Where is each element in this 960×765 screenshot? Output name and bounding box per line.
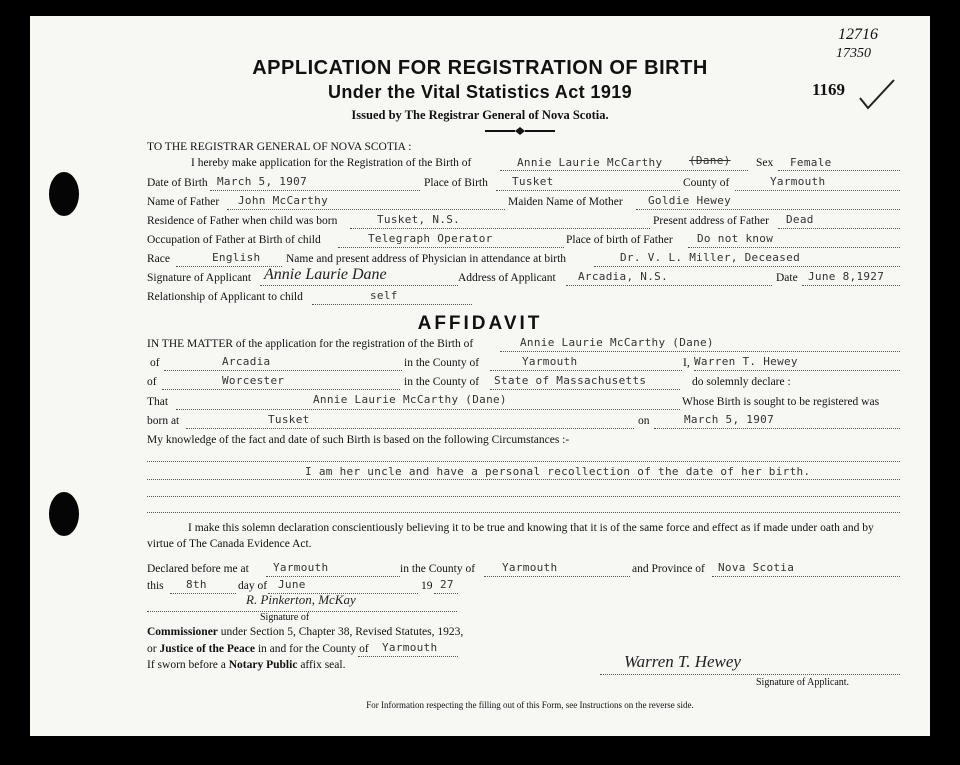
dotted-line [434, 593, 458, 594]
dotted-line [210, 190, 420, 191]
declarant-signature: Warren T. Hewey [624, 652, 741, 671]
declared-county-label: in the County of [400, 563, 476, 575]
knowledge-label: My knowledge of the fact and date of such Birth is based on the following Circumstances :- [147, 434, 570, 446]
dotted-line [566, 285, 772, 286]
dotted-line [490, 389, 680, 390]
dotted-line [712, 576, 900, 577]
jp-bold: Justice of the Peace [159, 643, 255, 655]
signature-of-label: Signature of [260, 612, 310, 623]
dotted-line [735, 190, 900, 191]
this-label: this [147, 580, 164, 592]
punch-hole [49, 172, 79, 216]
notary-prefix: If sworn before a [147, 659, 226, 671]
month-value: June [278, 578, 306, 591]
born-at-label: born at [147, 415, 180, 427]
jp-line [147, 643, 369, 655]
dob-value: March 5, 1907 [217, 175, 307, 188]
that-name: Annie Laurie McCarthy (Dane) [313, 393, 507, 406]
year-suffix: 27 [440, 578, 454, 591]
day-value: 8th [186, 578, 207, 591]
declare-label: do solemnly declare : [692, 376, 791, 388]
present-address-label: Present address of Father [653, 215, 769, 227]
race-label: Race [147, 253, 170, 265]
form-number: 1169 [812, 80, 846, 99]
born-at-value: Tusket [268, 413, 310, 426]
dotted-line [778, 170, 900, 171]
of-label: of [147, 376, 157, 388]
relationship-value: self [370, 289, 398, 302]
matter-name: Annie Laurie McCarthy (Dane) [520, 336, 714, 349]
dotted-line [227, 209, 505, 210]
intro-label: I hereby make application for the Registration of the Birth of [191, 157, 472, 169]
of-label: of [150, 357, 160, 369]
jp-rest: in and for the County of [257, 643, 369, 655]
in-county-value: Yarmouth [522, 355, 578, 368]
dotted-line [147, 496, 900, 497]
in-county-label: in the County of [404, 357, 480, 369]
dotted-line [778, 228, 900, 229]
commissioner-signature: R. Pinkerton, McKay [246, 592, 356, 607]
of-place: Arcadia [222, 355, 271, 368]
applicant-address-value: Arcadia, N.S. [578, 270, 668, 283]
date-label: Date [776, 272, 798, 284]
dotted-line [500, 170, 748, 171]
residence-label: Residence of Father when child was born [147, 215, 338, 227]
born-on-value: March 5, 1907 [684, 413, 774, 426]
residence-value: Tusket, N.S. [377, 213, 461, 226]
jp-county-value: Yarmouth [382, 641, 438, 654]
commissioner-line [147, 626, 463, 638]
dotted-line [147, 461, 900, 462]
footer-note: For Information respecting the filling out of this Form, see Instructions on the reverse side. [366, 700, 694, 710]
date-value: June 8,1927 [808, 270, 885, 283]
dotted-line [654, 428, 900, 429]
occupation-label: Occupation of Father at Birth of child [147, 234, 321, 246]
day-of-label: day of [238, 580, 268, 592]
dotted-line [594, 266, 900, 267]
dotted-line [162, 389, 400, 390]
affidavit-heading: AFFIDAVIT [417, 313, 543, 334]
province-label: and Province of [632, 563, 705, 575]
dotted-line [350, 228, 650, 229]
physician-label: Name and present address of Physician in attendance at birth [286, 253, 567, 265]
dotted-line [338, 247, 564, 248]
relationship-label: Relationship of Applicant to child [147, 291, 303, 303]
that-label: That [147, 396, 169, 408]
whose-label: Whose Birth is sought to be registered was [682, 396, 880, 408]
occupation-value: Telegraph Operator [368, 232, 493, 245]
sex-label: Sex [756, 157, 774, 169]
commissioner-rest: under Section 5, Chapter 38, Revised Statutes, 1923, [220, 626, 464, 638]
dotted-line [490, 370, 682, 371]
solemn-declaration: I make this solemn declaration conscientiously believing it to be true and knowing that it is of the same force and effect as if made under oath and by [188, 522, 874, 534]
dotted-line [694, 370, 900, 371]
circumstance-text: I am her uncle and have a personal recollection of the date of her birth. [305, 465, 811, 478]
of-place-2: Worcester [222, 374, 285, 387]
in-county-value-2: State of Massachusetts [494, 374, 647, 387]
father-label: Name of Father [147, 196, 220, 208]
dotted-line [802, 285, 900, 286]
signature-label: Signature of Applicant [147, 272, 252, 284]
dotted-line [600, 674, 900, 675]
dotted-line [260, 285, 458, 286]
province-value: Nova Scotia [718, 561, 795, 574]
dotted-line [484, 576, 630, 577]
dotted-line [266, 576, 400, 577]
declared-county-value: Yarmouth [502, 561, 558, 574]
father-birthplace-label: Place of birth of Father [566, 234, 673, 246]
county-label: County of [683, 177, 730, 189]
dotted-line [636, 209, 900, 210]
form-subtitle: Under the Vital Statistics Act 1919 [327, 82, 633, 102]
father-birthplace-value: Do not know [697, 232, 774, 245]
father-value: John McCarthy [238, 194, 328, 207]
matter-label: IN THE MATTER of the application for the registration of the Birth of [147, 338, 474, 350]
place-label: Place of Birth [424, 177, 488, 189]
year-prefix: 19 [421, 580, 433, 592]
dotted-line [147, 479, 900, 480]
child-name: Annie Laurie McCarthy [517, 156, 663, 169]
dotted-line [358, 656, 458, 657]
dotted-line [500, 351, 900, 352]
file-number: 12716 [838, 26, 878, 43]
applicant-signature: Annie Laurie Dane [264, 266, 387, 283]
dotted-line [170, 593, 236, 594]
commissioner-bold: Commissioner [147, 626, 218, 638]
race-value: English [212, 251, 261, 264]
declarant-name: Warren T. Hewey [694, 355, 798, 368]
solemn-declaration-2: virtue of The Canada Evidence Act. [147, 538, 312, 550]
in-county-label-2: in the County of [404, 376, 480, 388]
mother-label: Maiden Name of Mother [508, 196, 623, 208]
dotted-line [147, 512, 900, 513]
notary-rest: affix seal. [300, 659, 346, 671]
dotted-line [312, 304, 472, 305]
place-value: Tusket [512, 175, 554, 188]
mother-value: Goldie Hewey [648, 194, 732, 207]
ornament-divider-icon [445, 126, 595, 136]
declared-at-value: Yarmouth [273, 561, 329, 574]
signature-of-applicant-label: Signature of Applicant. [756, 677, 850, 688]
present-address-value: Dead [786, 213, 814, 226]
dob-label: Date of Birth [147, 177, 208, 189]
punch-hole [49, 492, 79, 536]
sex-value: Female [790, 156, 832, 169]
dotted-line [496, 190, 680, 191]
dotted-line [688, 247, 900, 248]
dotted-line [164, 370, 402, 371]
i-label: I, [683, 357, 690, 369]
child-name-struck: (Dane) [689, 154, 731, 167]
applicant-address-label: Address of Applicant [458, 272, 556, 284]
issuer-line: Issued by The Registrar General of Nova Scotia. [351, 108, 609, 122]
on-label: on [638, 415, 650, 427]
dotted-line [186, 428, 634, 429]
file-number: 17350 [836, 46, 871, 61]
dotted-line [176, 409, 680, 410]
notary-line [147, 659, 345, 671]
jp-prefix: or [147, 643, 157, 655]
physician-value: Dr. V. L. Miller, Deceased [620, 251, 800, 264]
form-title: APPLICATION FOR REGISTRATION OF BIRTH [252, 57, 708, 79]
addressee: TO THE REGISTRAR GENERAL OF NOVA SCOTIA : [147, 141, 412, 153]
county-value: Yarmouth [770, 175, 826, 188]
notary-bold: Notary Public [228, 659, 298, 671]
declared-label: Declared before me at [147, 563, 249, 575]
